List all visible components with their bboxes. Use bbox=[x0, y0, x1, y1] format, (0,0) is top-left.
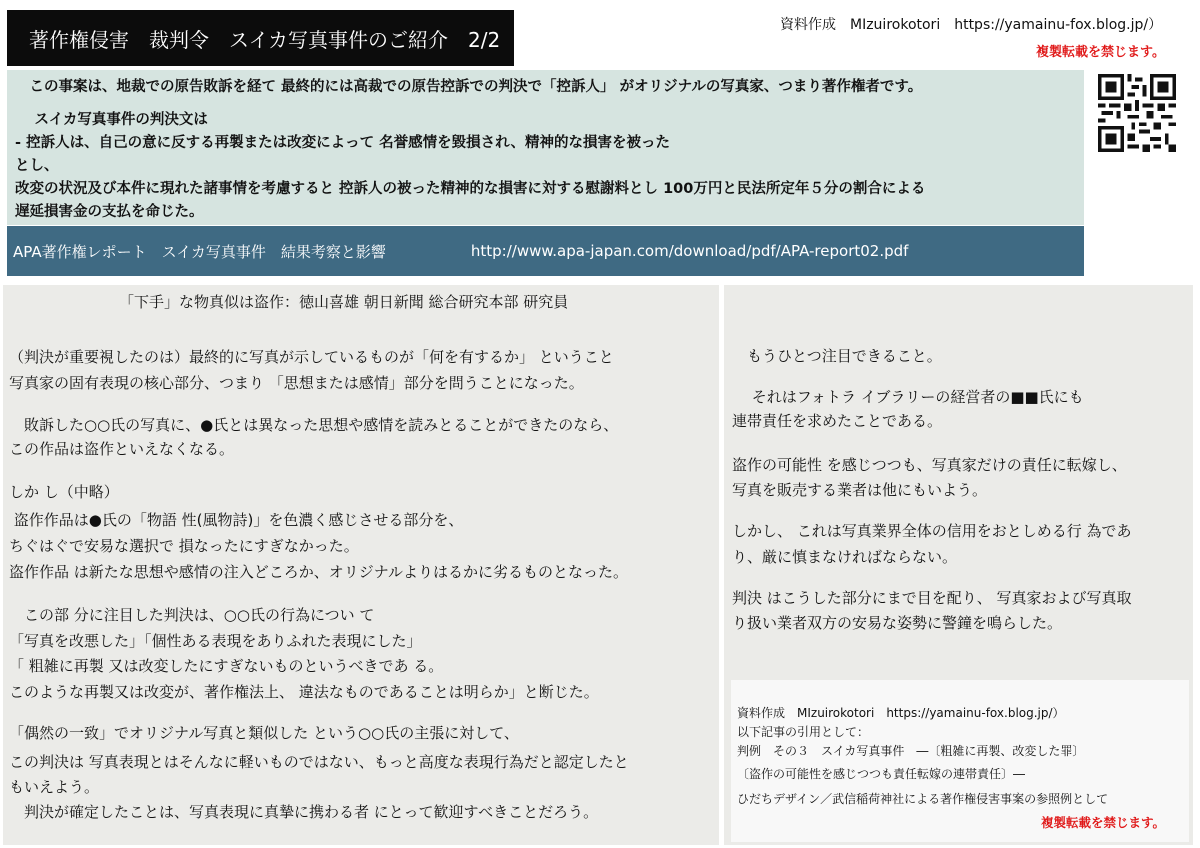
article-line: 連帯責任を求めたことである。 bbox=[732, 412, 943, 430]
article-line: 「 粗雑に再製 又は改変したにすぎないものというべきであ る。 bbox=[9, 657, 444, 675]
article-line: 写真を販売する業者は他にもいよう。 bbox=[732, 481, 988, 499]
article-line: 「偶然の一致」でオリジナル写真と類似した という○○氏の主張に対して、 bbox=[9, 724, 519, 742]
summary-line: 遅延損害金の支払を命じた。 bbox=[15, 204, 204, 220]
article-line: この判決は 写真表現とはそんなに軽いものではない、もっと高度な表現行為だと認定したと bbox=[9, 753, 629, 771]
apa-report-bar bbox=[7, 226, 1084, 276]
article-line: しかし、 これは写真業界全体の信用をおとしめる行 為であ bbox=[732, 522, 1132, 540]
article-line: （判決が重要視したのは）最終的に写真が示しているものが「何を有するか」 ということ bbox=[9, 348, 614, 366]
article-line: しか し（中略） bbox=[9, 483, 119, 501]
article-line: もうひとつ注目できること。 bbox=[732, 347, 942, 365]
article-line: り扱い業者双方の安易な姿勢に警鐘を鳴らした。 bbox=[732, 614, 1063, 632]
citation-line: 〔盗作の可能性を感じつつも責任転嫁の連帯責任〕― bbox=[737, 767, 1026, 781]
article-line: このような再製又は改変が、著作権法上、 違法なものであることは明らか」と断じた。 bbox=[9, 683, 599, 701]
article-line: もいえよう。 bbox=[9, 778, 100, 796]
no-reprint-notice: 複製転載を禁じます。 bbox=[1036, 45, 1165, 60]
citation-box bbox=[731, 680, 1189, 842]
apa-report-link[interactable]: http://www.apa-japan.com/download/pdf/APA-report02.pdf bbox=[470, 242, 909, 260]
summary-line: 改変の状況及び本件に現れた諸事情を考慮すると 控訴人の被った精神的な損害に対する慰謝料とし 100万円と民法所定年５分の割合による bbox=[15, 181, 926, 197]
summary-line: - 控訴人は、自己の意に反する再製または改変によって 名誉感情を毀損され、精神的な損害を被った bbox=[15, 135, 670, 151]
apa-report-label: APA著作権レポート スイカ写真事件 結果考察と影響 bbox=[13, 242, 386, 261]
citation-line: 以下記事の引用として： bbox=[737, 725, 870, 739]
article-line: それはフォトラ イブラリーの経営者の■■氏にも bbox=[732, 388, 1084, 406]
summary-line: この事案は、地裁での原告敗訴を経て 最終的には高裁での原告控訴での判決で「控訴人」 がオリジナルの写真家、つまり著作権者です。 bbox=[15, 79, 923, 95]
author-credit: 資料作成 MIzuirokotori https://yamainu-fox.blog.jp/） bbox=[780, 17, 1163, 33]
article-heading: 「下手」な物真似は盗作：徳山喜雄 朝日新聞 総合研究本部 研究員 bbox=[119, 293, 569, 311]
citation-no-reprint: 複製転載を禁じます。 bbox=[1041, 815, 1166, 830]
judgment-summary bbox=[7, 70, 1084, 225]
article-line: 「写真を改悪した」「個性ある表現をありふれた表現にした」 bbox=[9, 632, 422, 650]
article-line: 敗訴した○○氏の写真に、●氏とは異なった思想や感情を読みとることができたのなら、 bbox=[9, 416, 619, 434]
page-title: 著作権侵害 裁判令 スイカ写真事件のご紹介 2/2 bbox=[7, 10, 514, 66]
citation-line: ひだちデザイン／武信稲荷神社による著作権侵害事案の参照例として bbox=[737, 792, 1109, 806]
article-line: 盗作作品 は新たな思想や感情の注入どころか、オリジナルよりはるかに劣るものとなった。 bbox=[9, 563, 629, 581]
summary-line: スイカ写真事件の判決文は bbox=[15, 112, 208, 128]
article-line: 盗作作品は●氏の「物語 性(風物詩)」を色濃く感じさせる部分を、 bbox=[9, 511, 464, 529]
left-article bbox=[3, 285, 719, 845]
article-line: 判決 はこうした部分にまで目を配り、 写真家および写真取 bbox=[732, 589, 1132, 607]
article-line: 盗作の可能性 を感じつつも、写真家だけの責任に転嫁し、 bbox=[732, 456, 1127, 474]
article-line: り、厳に慎まなければならない。 bbox=[732, 548, 958, 566]
article-line: 写真家の固有表現の核心部分、つまり 「思想または感情」部分を問うことになった。 bbox=[9, 374, 584, 392]
article-line: 判決が確定したことは、写真表現に真摯に携わる者 にとって歓迎すべきことだろう。 bbox=[9, 803, 599, 821]
citation-line: 資料作成 MIzuirokotori https://yamainu-fox.blog.jp/） bbox=[737, 706, 1065, 720]
qr-code-icon[interactable] bbox=[1098, 74, 1176, 152]
summary-line: とし、 bbox=[15, 158, 59, 174]
summary-line bbox=[15, 99, 1076, 109]
article-line: ちぐはぐで安易な選択で 損なったにすぎなかった。 bbox=[9, 537, 359, 555]
article-line: この部 分に注目した判決は、○○氏の行為につい て bbox=[9, 606, 375, 624]
article-line: この作品は盗作といえなくなる。 bbox=[9, 440, 235, 458]
citation-line: 判例 その３ スイカ写真事件 ―〔粗雑に再製、改変した罪〕 bbox=[737, 744, 1085, 758]
